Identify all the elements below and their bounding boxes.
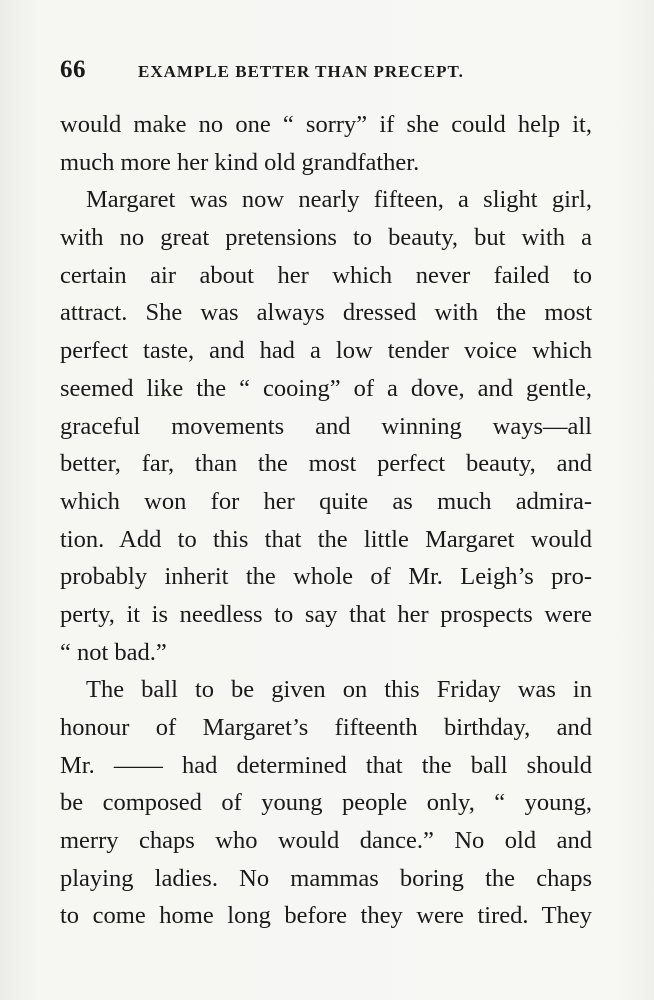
- text-line: would make no one “ sorry” if she could help it,: [60, 111, 592, 138]
- paragraph-start-line: The ball to be given on this Friday was in: [86, 676, 592, 704]
- text-line: probably inherit the whole of Mr. Leigh’s pro-: [60, 563, 592, 591]
- running-head: EXAMPLE BETTER THAN PRECEPT.: [138, 62, 464, 81]
- page-header: [60, 56, 600, 86]
- body-text: [60, 106, 592, 935]
- text-line: Mr. —— had determined that the ball should: [60, 751, 592, 779]
- text-line: certain air about her which never failed to: [60, 261, 592, 289]
- page-number: 66: [60, 56, 86, 83]
- text-line: much more her kind old grandfather.: [60, 148, 420, 176]
- text-line: with no great pretensions to beauty, but with a: [60, 224, 592, 252]
- text-line: attract. She was always dressed with the most: [60, 299, 592, 327]
- paragraph-start-line: Margaret was now nearly fifteen, a slight girl,: [86, 186, 592, 214]
- text-line: to come home long before they were tired. They: [60, 902, 592, 930]
- text-line: perfect taste, and had a low tender voice which: [60, 337, 592, 365]
- text-line: “ not bad.”: [60, 638, 167, 666]
- text-line: playing ladies. No mammas boring the chaps: [60, 864, 592, 892]
- text-line: better, far, than the most perfect beauty, and: [60, 450, 592, 478]
- text-line: perty, it is needless to say that her prospects were: [60, 600, 592, 628]
- text-line: seemed like the “ cooing” of a dove, and gentle,: [60, 374, 592, 402]
- text-line: merry chaps who would dance.” No old and: [60, 827, 592, 855]
- text-line: tion. Add to this that the little Margaret would: [60, 525, 592, 553]
- text-line: honour of Margaret’s fifteenth birthday, and: [60, 714, 592, 741]
- text-line: graceful movements and winning ways—all: [60, 412, 592, 440]
- text-line: be composed of young people only, “ young,: [60, 789, 592, 817]
- text-line: which won for her quite as much admira-: [60, 487, 592, 515]
